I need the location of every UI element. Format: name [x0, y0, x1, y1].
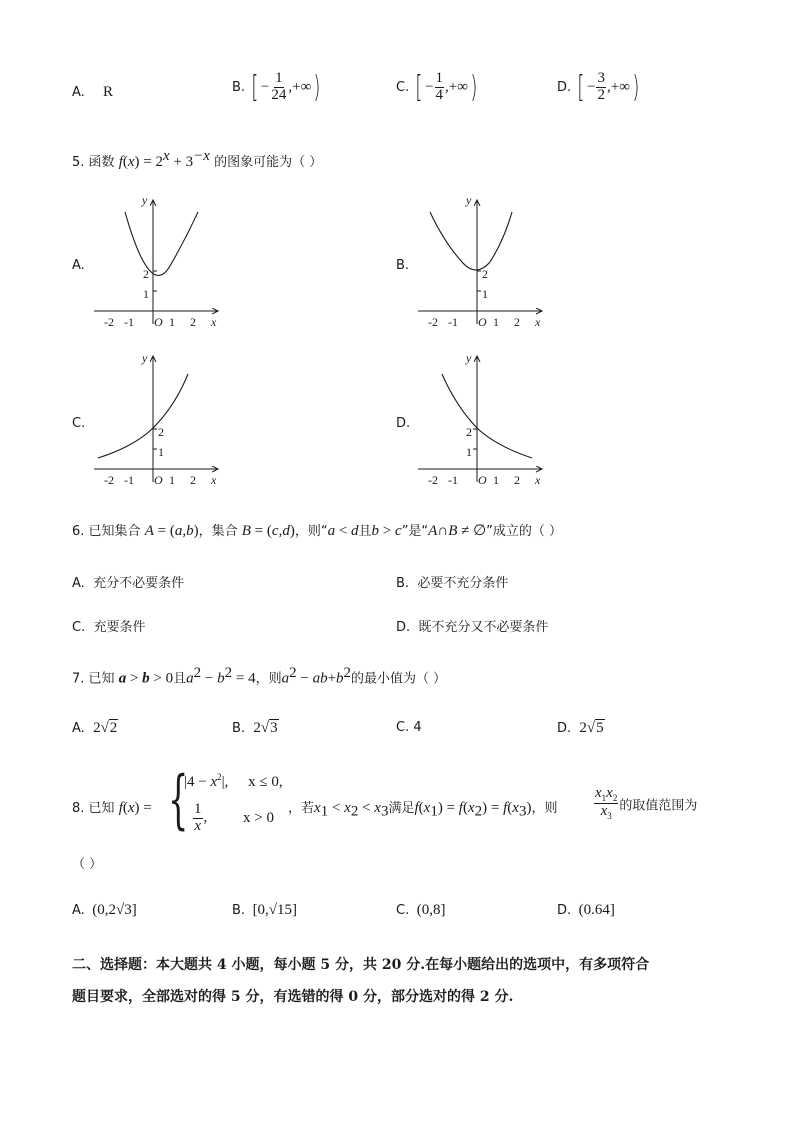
origin-label: O: [478, 473, 487, 487]
fraction-numerator: 1: [435, 70, 444, 87]
coefficient: 2: [93, 720, 101, 736]
graph-a: [90, 190, 230, 330]
option-text: R: [102, 84, 113, 100]
option-label: D.: [557, 903, 572, 918]
option-label: D.: [557, 80, 572, 95]
case-condition: x ≤ 0,: [248, 774, 283, 790]
question-number: 8.: [72, 801, 85, 816]
option-label: A.: [72, 903, 85, 918]
option-tail: ,+∞: [445, 79, 468, 95]
stem-text: 已知: [88, 671, 115, 687]
y-tick-2: 2: [143, 267, 149, 281]
stem-text: ”是“: [401, 524, 429, 539]
option-label: B.: [232, 80, 246, 95]
question-number: 7.: [72, 671, 85, 687]
y-tick-2: 2: [466, 425, 472, 439]
q8-option-a: [72, 902, 137, 919]
option-label: A.: [72, 576, 85, 591]
option-text: (0.64]: [578, 902, 615, 918]
graph-b: [414, 190, 554, 330]
x-tick-neg1: -1: [124, 473, 134, 487]
q6-option-c: [72, 616, 146, 635]
option-label: B.: [232, 903, 246, 918]
curve: [98, 374, 188, 458]
q4-option-c: C. [ − $\frac{1}{4}$ ,+∞): [396, 70, 478, 105]
stem-text: 已知: [88, 801, 115, 816]
option-label: D.: [396, 620, 411, 635]
curve: [442, 374, 532, 458]
q8-option-d: [557, 902, 615, 919]
fraction-denominator: 24: [271, 87, 287, 103]
option-text: (0,8]: [416, 902, 446, 918]
stem-text: ，集合: [198, 524, 238, 539]
x-tick-neg2: -2: [104, 315, 114, 329]
x-tick-2: 2: [190, 315, 196, 329]
graph-label-d: D.: [396, 416, 411, 431]
x-tick-2: 2: [514, 473, 520, 487]
x-tick-neg1: -1: [448, 473, 458, 487]
q7-stem: 7. 已知 a > b > 0且$a^2 - b^2 = 4$，则$a^2 - ab+b^2$的最小值为（ ）: [72, 665, 447, 687]
stem-text: 且: [173, 671, 187, 687]
question-number: 6.: [72, 524, 85, 539]
option-label: B.: [396, 576, 410, 591]
x-tick-1: 1: [493, 315, 499, 329]
q4-option-b: B. [ − $\frac{1}{24}$ ,+∞): [232, 70, 321, 105]
graph-label-b: B.: [396, 258, 410, 273]
x-tick-1: 1: [169, 315, 175, 329]
option-text: 4: [413, 720, 422, 735]
y-axis-label: y: [142, 351, 148, 365]
stem-text: 已知集合: [88, 524, 141, 539]
curve: [430, 212, 512, 270]
option-label: D.: [557, 721, 572, 736]
fraction-numerator: 3: [597, 70, 605, 87]
q7-option-b: B. 2√3: [232, 720, 278, 736]
x-tick-neg1: -1: [124, 315, 134, 329]
stem-text: ，则: [531, 801, 558, 816]
origin-label: O: [154, 473, 163, 487]
x-tick-2: 2: [514, 315, 520, 329]
option-text: 既不充分又不必要条件: [418, 620, 549, 635]
fraction-denominator: 4: [435, 87, 444, 103]
stem-text: 满足: [388, 801, 415, 816]
option-label: C.: [396, 80, 410, 95]
option-text: 充要条件: [93, 620, 146, 635]
option-text: 充分不必要条件: [93, 576, 185, 591]
y-axis-label: y: [466, 193, 472, 207]
y-tick-2: 2: [482, 267, 488, 281]
q6-stem: 6. 已知集合 A = (a,b)，集合 B = (c,d)，则“a < d且b > c”是“A∩B ≠ ∅”成立的（ ）: [72, 523, 563, 539]
y-tick-1: 1: [482, 287, 488, 301]
y-axis-label: y: [142, 193, 148, 207]
stem-text: 的图象可能为（ ）: [214, 155, 323, 170]
q5-stem: 5. 函数 $f(x) = 2^x + 3^{-x}$ 的图象可能为（ ）: [72, 148, 323, 170]
stem-text: 的最小值为（ ）: [351, 671, 447, 687]
q8-stem-right: ，若$x_1 < x_2 < x_3$满足$f(x_1) = f(x_2) = f(x_3)$，则: [288, 800, 558, 820]
option-label: C.: [396, 903, 410, 918]
x-axis-label: x: [535, 473, 541, 487]
stem-text: 的取值范围为: [619, 798, 698, 814]
question-number: 5.: [72, 155, 85, 170]
option-label: C.: [72, 620, 86, 635]
origin-label: O: [478, 315, 487, 329]
x-axis-label: x: [211, 473, 217, 487]
q8-stem-fraction: $\frac{x_1x_2}{x_3}$ 的取值范围为: [595, 785, 698, 822]
x-tick-1: 1: [493, 473, 499, 487]
option-tail: ,+∞: [606, 79, 630, 95]
case-condition: x > 0: [243, 809, 274, 826]
fraction-numerator: 1: [275, 70, 283, 87]
option-label: C.: [396, 720, 410, 735]
x-tick-1: 1: [169, 473, 175, 487]
fraction-denominator: 2: [597, 87, 605, 103]
y-tick-1: 1: [158, 445, 164, 459]
radicand: 3: [270, 720, 278, 736]
q6-option-a: [72, 572, 184, 591]
y-axis-label: y: [466, 351, 472, 365]
q4-option-d: D. [ − $\frac{3}{2}$ ,+∞): [557, 70, 640, 105]
x-tick-neg2: -2: [428, 315, 438, 329]
q7-option-c: [396, 720, 422, 735]
stem-text: ，若: [288, 801, 315, 816]
x-axis-label: x: [211, 315, 217, 329]
q8-option-c: [396, 902, 445, 919]
radicand: 5: [596, 720, 604, 736]
piecewise-case-2: $\frac{1}{x}$ , x > 0: [194, 801, 274, 834]
coefficient: 2: [579, 720, 587, 736]
x-tick-neg2: -2: [104, 473, 114, 487]
option-label: A.: [72, 721, 85, 736]
piecewise-case-1: $|4 - x^2|$, x ≤ 0,: [184, 772, 283, 790]
option-text: 必要不充分条件: [417, 576, 509, 591]
stem-text: 且: [358, 524, 372, 539]
q6-option-b: [396, 572, 508, 591]
option-text: (0,2√3]: [92, 902, 137, 918]
y-tick-1: 1: [466, 445, 472, 459]
y-tick-2: 2: [158, 425, 164, 439]
x-tick-2: 2: [190, 473, 196, 487]
option-tail: ,+∞: [288, 79, 312, 95]
stem-text: ，则“: [294, 524, 328, 539]
q4-option-a: [72, 84, 113, 101]
radicand: 2: [109, 720, 118, 736]
graph-d: [414, 348, 554, 488]
coefficient: 2: [253, 720, 261, 736]
piecewise-brace: {: [168, 763, 189, 837]
q7-option-a: A. 2√2: [72, 720, 118, 736]
q8-option-b: [232, 902, 297, 919]
x-tick-neg1: -1: [448, 315, 458, 329]
q7-option-d: D. 2√5: [557, 720, 604, 736]
graph-label-a: A.: [72, 258, 85, 273]
q8-stem-left: 8. 已知 f(x) =: [72, 800, 152, 816]
y-tick-1: 1: [143, 287, 149, 301]
q8-paren: （ ）: [72, 857, 103, 872]
graph-label-c: C.: [72, 416, 86, 431]
option-label: B.: [232, 721, 246, 736]
option-label: A.: [72, 85, 85, 100]
curve: [125, 212, 198, 275]
graph-c: [90, 348, 230, 488]
stem-text: 函数: [88, 155, 115, 170]
stem-text: ，则: [255, 671, 282, 687]
q6-option-d: [396, 616, 548, 635]
section-2-heading-line-1: 二、选择题：本大题共 4 小题，每小题 5 分，共 20 分.在每小题给出的选项中，有多项符合: [72, 957, 650, 973]
x-axis-label: x: [535, 315, 541, 329]
origin-label: O: [154, 315, 163, 329]
x-tick-neg2: -2: [428, 473, 438, 487]
section-2-heading-line-2: 题目要求，全部选对的得 5 分，有选错的得 0 分，部分选对的得 2 分.: [72, 989, 514, 1005]
stem-text: ”成立的（ ）: [486, 524, 563, 539]
option-text: [0,√15]: [252, 902, 298, 918]
